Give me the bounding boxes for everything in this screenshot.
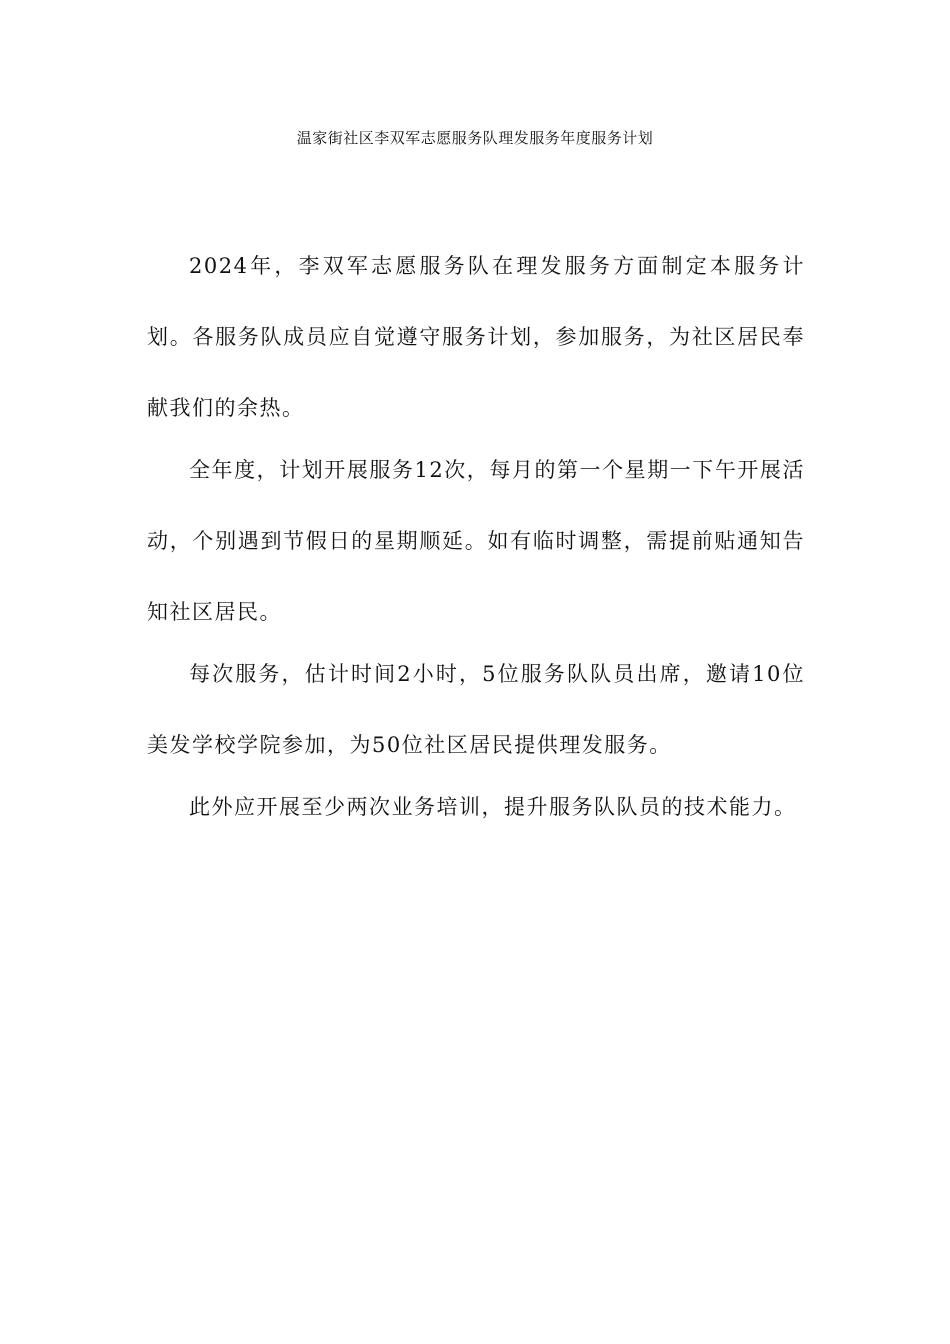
paragraph-plan-intro: 2024年，李双军志愿服务队在理发服务方面制定本服务计划。各服务队成员应自觉遵守服务计划，参加服务，为社区居民奉献我们的余热。 [147,254,805,420]
paragraph-training: 此外应开展至少两次业务培训，提升服务队队员的技术能力。 [189,795,797,819]
document-title: 温家街社区李双军志愿服务队理发服务年度服务计划 [296,129,654,147]
document-body [147,231,805,843]
paragraph-service-details: 每次服务，估计时间2小时，5位服务队队员出席，邀请10位美发学校学院参加，为50位社区居民提供理发服务。 [147,662,805,757]
paragraph-schedule: 全年度，计划开展服务12次，每月的第一个星期一下午开展活动，个别遇到节假日的星期顺延。如有临时调整，需提前贴通知告知社区居民。 [147,458,805,624]
